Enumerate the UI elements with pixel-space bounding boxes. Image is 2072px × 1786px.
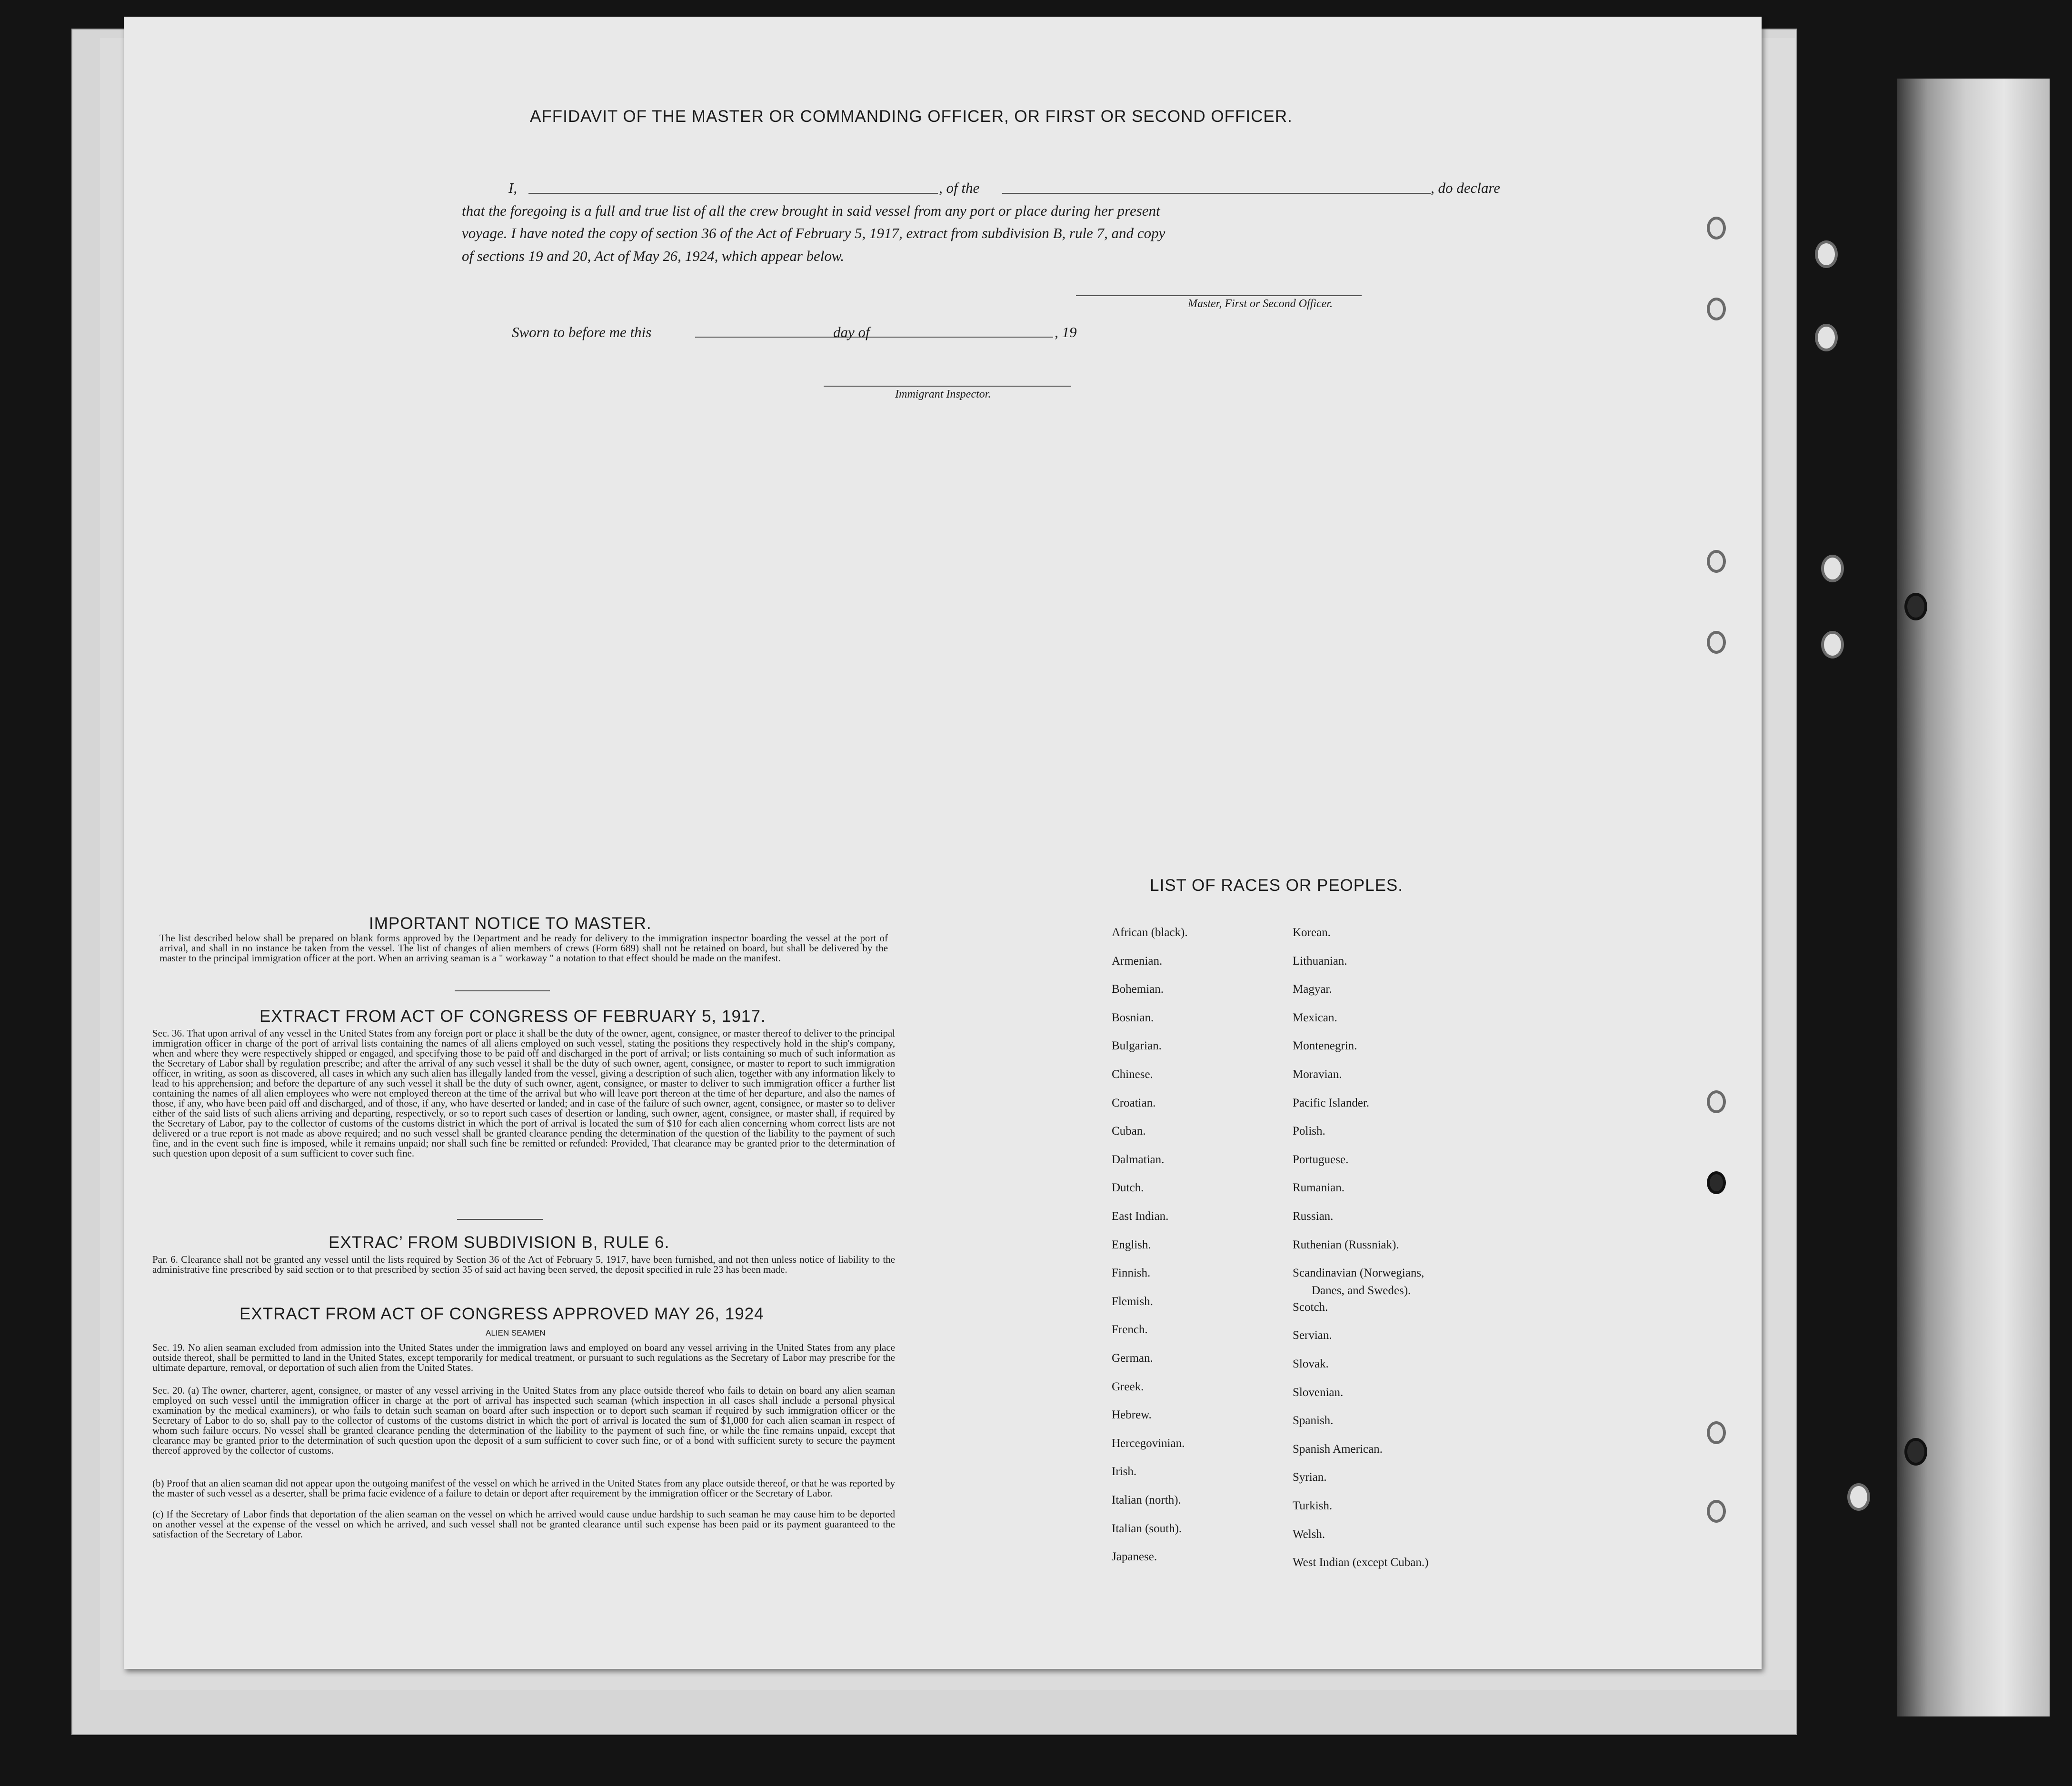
race-item: French. [1112, 1323, 1148, 1336]
race-item: Dalmatian. [1112, 1153, 1165, 1166]
extract-1924-sec20a: Sec. 20. (a) The owner, charterer, agent, consignee, or master of any vessel arriving in the United States from any place outside thereof who fails to detain on board any alien seaman employed on such vessel until the immigration officer in charge at the port of arrival has inspected such seaman (which inspection in all cases shall include a personal physical examination by the medical examiners), or who fails to detain such seaman on board after such inspection or to deport such seaman if required by such immigration officer or the Secretary of Labor to do so, shall pay to the collector of customs of the customs district in which the port of arrival is located the sum of $1,000 for each alien seaman in respect of whom such failure occurs. No vessel shall be granted clearance pending the determination of the liability to the payment of such fine, or while the fine remains unpaid, except that clearance may be granted prior to the determination of such question upon the deposit of a sum sufficient to cover such fine, or of a bond with sufficient surety to secure the payment thereof approved by the collector of customs. [152, 1385, 895, 1456]
punch-hole [1847, 1483, 1870, 1511]
extract-1917-body: Sec. 36. That upon arrival of any vessel in the United States from any foreign port or place it shall be the duty of the owner, agent, consignee, or master thereof to deliver to the principal immigration officer in charge of the port of arrival lists containing the names of all aliens employed on such vessel, stating the positions they respectively hold in the ship's company, when and where they were respectively shipped or engaged, and specifying those to be paid off and discharged in the port of arrival; or lists containing so much of such information as the Secretary of Labor shall by regulation prescribe; and after the arrival of any such vessel it shall be the duty of such owner, agent, consignee, or master to report to such immigration officer, in writing, as soon as discovered, all cases in which any such alien has illegally landed from the vessel, giving a description of such alien, together with any information likely to lead to his apprehension; and before the departure of any such vessel it shall be the duty of such owner, agent, consignee, or master to deliver to such immigration officer a further list containing the names of all alien employees who were not employed thereon at the time of the arrival but who will leave port thereon at the time of her departure, and also the names of those, if any, who have been paid off and discharged, and of those, if any, who have deserted or landed; and in case of the failure of such owner, agent, consignee, or master so to deliver either of the said lists of such aliens arriving and departing, respectively, or so to report such cases of desertion or landing, such owner, agent, consignee, or master shall, if required by the Secretary of Labor, pay to the collector of customs of the customs district in which the port of arrival is located the sum of $10 for each alien concerning whom correct lists are not delivered or a true report is not made as above required; and no such vessel shall be granted clearance pending the determination of the question of the liability to the payment of such fine, and in the event such fine is imposed, while it remains unpaid; nor shall such fine be remitted or refunded: Provided, That clearance may be granted prior to the determination of such question upon deposit of a sum sufficient to cover such fine. [152, 1028, 895, 1159]
vessel-name-line [1002, 193, 1431, 194]
punch-hole [1707, 217, 1726, 239]
race-item: Moravian. [1293, 1068, 1342, 1081]
punch-hole [1904, 1438, 1927, 1466]
inspector-caption: Immigrant Inspector. [895, 388, 991, 400]
race-item: Polish. [1293, 1125, 1325, 1137]
notice-body: The list described below shall be prepared on blank forms approved by the Department and be ready for delivery to the immigration inspector boarding the vessel at the port of arrival, and shall in no instance be taken from the vessel. The list of changes of alien members of crews (Form 689) shall not be retained on board, but shall be delivered by the master to the principal immigration officer at the port. When an arriving seaman is a " workaway " a notation to that effect should be made on the manifest. [159, 932, 888, 964]
extract-1917-heading: EXTRACT FROM ACT OF CONGRESS OF FEBRUARY 5, 1917. [259, 1007, 766, 1026]
affidavit-declare-label: , do declare [1431, 180, 1501, 196]
punch-hole [1707, 550, 1726, 573]
races-heading: LIST OF RACES OR PEOPLES. [1150, 876, 1404, 895]
affidavit-line-3: voyage. I have noted the copy of section 36 of the Act of February 5, 1917, extract from subdivision B, rule 7, and copy [462, 225, 1166, 241]
race-item: Welsh. [1293, 1528, 1325, 1541]
affidavit-line-2: that the foregoing is a full and true list of all the crew brought in said vessel from any port or place during her present [462, 202, 1160, 219]
race-item: Syrian. [1293, 1471, 1327, 1484]
punch-hole [1821, 631, 1844, 659]
manifest-page [124, 17, 1762, 1669]
extract-1924-subheading: ALIEN SEAMEN [486, 1328, 546, 1337]
race-item: Mexican. [1293, 1011, 1337, 1024]
punch-hole [1707, 1171, 1726, 1194]
race-item: African (black). [1112, 926, 1188, 939]
race-item-continuation: Danes, and Swedes). [1312, 1284, 1411, 1297]
race-item: Turkish. [1293, 1499, 1333, 1512]
race-item: Servian. [1293, 1329, 1332, 1342]
section-divider [455, 990, 550, 991]
race-item: German. [1112, 1352, 1153, 1365]
affidavit-of-the-label: , of the [939, 180, 980, 196]
race-item: Portuguese. [1293, 1153, 1349, 1166]
race-item: Hebrew. [1112, 1408, 1152, 1421]
race-item: Korean. [1293, 926, 1331, 939]
section-divider [457, 1219, 543, 1220]
race-item: Slovenian. [1293, 1386, 1344, 1399]
race-item: Magyar. [1293, 983, 1332, 996]
race-item: Bosnian. [1112, 1011, 1154, 1024]
punch-hole [1707, 631, 1726, 654]
punch-hole [1821, 555, 1844, 582]
race-item: Spanish American. [1293, 1443, 1383, 1456]
extract-rule6-body: Par. 6. Clearance shall not be granted any vessel until the lists required by Section 36 of the Act of February 5, 1917, have been furnished, and not then unless notice of liability to the administrative fine prescribed by said section or to that prescribed by section 35 of said act having been served, the deposit specified in rule 23 has been made. [152, 1254, 895, 1275]
race-item: Ruthenian (Russniak). [1293, 1238, 1399, 1251]
day-of-label: day of [833, 324, 870, 340]
race-item: Scandinavian (Norwegians, [1293, 1267, 1424, 1279]
race-item: Pacific Islander. [1293, 1097, 1370, 1109]
race-item: Croatian. [1112, 1097, 1156, 1109]
race-item: Montenegrin. [1293, 1039, 1357, 1052]
race-item: Italian (south). [1112, 1522, 1182, 1535]
punch-hole [1815, 324, 1838, 351]
race-item: Dutch. [1112, 1181, 1144, 1194]
race-item: Rumanian. [1293, 1181, 1345, 1194]
inspector-signature-line [824, 386, 1071, 387]
punch-hole [1707, 1500, 1726, 1523]
race-item: Scotch. [1293, 1301, 1328, 1314]
race-item: Armenian. [1112, 955, 1163, 968]
affidavit-i-label: I, [508, 180, 518, 196]
race-item: Hercegovinian. [1112, 1437, 1185, 1450]
race-item: Finnish. [1112, 1267, 1151, 1279]
punch-hole [1707, 298, 1726, 320]
notice-heading: IMPORTANT NOTICE TO MASTER. [369, 914, 652, 933]
master-name-line [528, 193, 938, 194]
extract-1924-sec20b: (b) Proof that an alien seaman did not appear upon the outgoing manifest of the vessel on which he arrived in the United States from any place outside thereof, or that he was reported by the master of such vessel as a deserter, shall be prima facie evidence of a failure to detain or deport after requirement by the immigration officer or the Secretary of Labor. [152, 1477, 895, 1499]
extract-1924-sec19: Sec. 19. No alien seaman excluded from admission into the United States under the immigration laws and employed on board any vessel arriving in the United States from any place outside thereof, shall be permitted to land in the United States, except temporarily for medical treatment, or pursuant to such regulations as the Secretary of Labor may prescribe for the ultimate departure, removal, or deportation of such alien from the United States. [152, 1342, 895, 1373]
race-item: Bohemian. [1112, 983, 1164, 996]
race-item: Italian (north). [1112, 1494, 1181, 1507]
punch-hole [1904, 593, 1927, 620]
race-item: Slovak. [1293, 1357, 1329, 1370]
race-item: Bulgarian. [1112, 1039, 1162, 1052]
punch-hole [1707, 1090, 1726, 1113]
year-prefix: , 19 [1055, 324, 1077, 340]
extract-1924-heading: EXTRACT FROM ACT OF CONGRESS APPROVED MAY 26, 1924 [239, 1305, 764, 1323]
punch-hole [1707, 1421, 1726, 1444]
race-item: Cuban. [1112, 1125, 1146, 1137]
affidavit-heading: AFFIDAVIT OF THE MASTER OR COMMANDING OFFICER, OR FIRST OR SECOND OFFICER. [530, 107, 1293, 126]
sworn-text: Sworn to before me this [512, 324, 652, 340]
sworn-month-line [891, 337, 1053, 338]
race-item: Irish. [1112, 1465, 1137, 1478]
race-item: Lithuanian. [1293, 955, 1347, 968]
race-item: Greek. [1112, 1380, 1144, 1393]
race-item: Japanese. [1112, 1550, 1157, 1563]
binder-edge [1897, 79, 2050, 1716]
master-signature-line [1076, 295, 1362, 296]
extract-rule6-heading: EXTRAC’ FROM SUBDIVISION B, RULE 6. [329, 1233, 670, 1252]
race-item: West Indian (except Cuban.) [1293, 1556, 1429, 1569]
race-item: Chinese. [1112, 1068, 1153, 1081]
extract-1924-sec20c: (c) If the Secretary of Labor finds that deportation of the alien seaman on the vessel on which he arrived would cause undue hardship to such seaman he may cause him to be deported on another vessel at the expense of the vessel on which he arrived, and such vessel shall not be granted clearance until such expense has been paid or its payment guaranteed to the satisfaction of the Secretary of Labor. [152, 1508, 895, 1540]
master-signature-caption: Master, First or Second Officer. [1188, 298, 1333, 310]
race-item: Russian. [1293, 1210, 1334, 1223]
affidavit-line-4: of sections 19 and 20, Act of May 26, 1924, which appear below. [462, 248, 845, 264]
sworn-day-line [695, 337, 914, 338]
race-item: Flemish. [1112, 1295, 1153, 1308]
punch-hole [1815, 240, 1838, 268]
race-item: English. [1112, 1238, 1151, 1251]
race-item: Spanish. [1293, 1414, 1334, 1427]
race-item: East Indian. [1112, 1210, 1169, 1223]
